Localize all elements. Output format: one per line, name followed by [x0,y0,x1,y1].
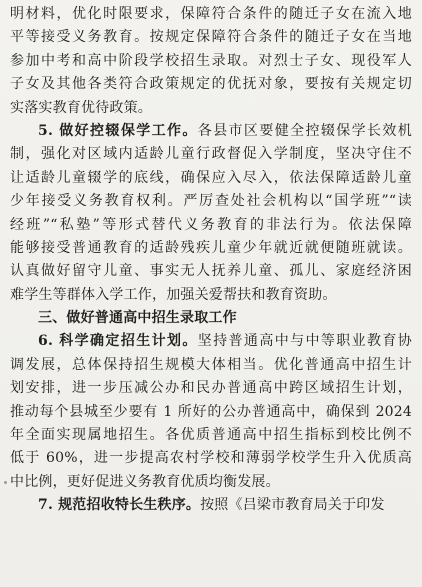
paragraph-text: 按照《吕梁市教育局关于印发 [200,497,385,514]
text-line: 子女及其他各类符合政策规定的优抚对象，要按有关规定切 [10,76,412,93]
text-line: 制，强化对区域内适龄儿童行政督促入学制度，坚决守住不 [10,146,412,163]
text-line: 参加中考和高中阶段学校招生录取。对烈士子女、现役军人 [10,52,412,69]
text-line: 划安排，进一步压减公办和民办普通高中跨区域招生计划， [10,380,412,397]
text-line: 少年接受义务教育权利。严厉查处社会机构以“国学班”“读 [10,193,412,210]
paragraph-enrollment-plan [10,330,412,494]
text-line: 年全面实现属地招生。各优质普通高中招生指标到校比例不 [10,427,412,444]
text-line: 低于 60%，进一步提高农村学校和薄弱学校学生升入优质高 [10,450,412,467]
text-line: 能够接受普通教育的适龄残疾儿童少年就近就便随班就读。 [10,239,412,256]
text-line: 认真做好留守儿童、事实无人抚养儿童、孤儿、家庭经济困 [10,263,412,280]
paragraph-dropout-control [10,120,412,307]
text-line: 实落实教育优待政策。 [10,99,152,116]
paragraph-first-line [10,494,412,517]
text-line: 明材料，优化时限要求，保障符合条件的随迁子女在流入地 [10,6,412,22]
paragraph-title: 6. 科学确定招生计划。 [38,333,198,350]
text-line: 中比例，更好促进义务教育优质均衡发展。 [10,473,280,490]
paragraph-first-line [10,120,412,143]
text-line: 经班”“私塾”等形式替代义务教育的非法行为。依法保障 [10,216,412,233]
text-line: 平等接受义务教育。按规定保障符合条件的随迁子女在当地 [10,29,412,46]
text-line: 调发展，总体保持招生规模大体相当。优化普通高中招生计 [10,356,412,373]
paragraph-residency-policy [10,3,412,120]
paragraph-text: 各县市区要健全控辍保学长效机 [197,122,412,139]
paragraph-title: 7. 规范招收特长生秩序。 [38,497,201,514]
paragraph-text: 坚持普通高中与中等职业教育协 [197,333,412,350]
text-line: 推动每个县城至少要有 1 所好的公办普通高中，确保到 2024 [10,403,412,420]
paragraph-first-line [10,330,412,353]
paragraph-special-talent [10,494,412,517]
text-line: 让适龄儿童辍学的底线，确保应入尽入，依法保障适龄儿童 [10,169,412,186]
text-line: 难学生等群体入学工作，加强关爱帮扶和教育资助。 [10,286,337,303]
paragraph-title: 5. 做好控辍保学工作。 [38,122,198,139]
section-heading: 三、做好普通高中招生录取工作 [38,310,237,327]
scan-speck [4,481,7,484]
